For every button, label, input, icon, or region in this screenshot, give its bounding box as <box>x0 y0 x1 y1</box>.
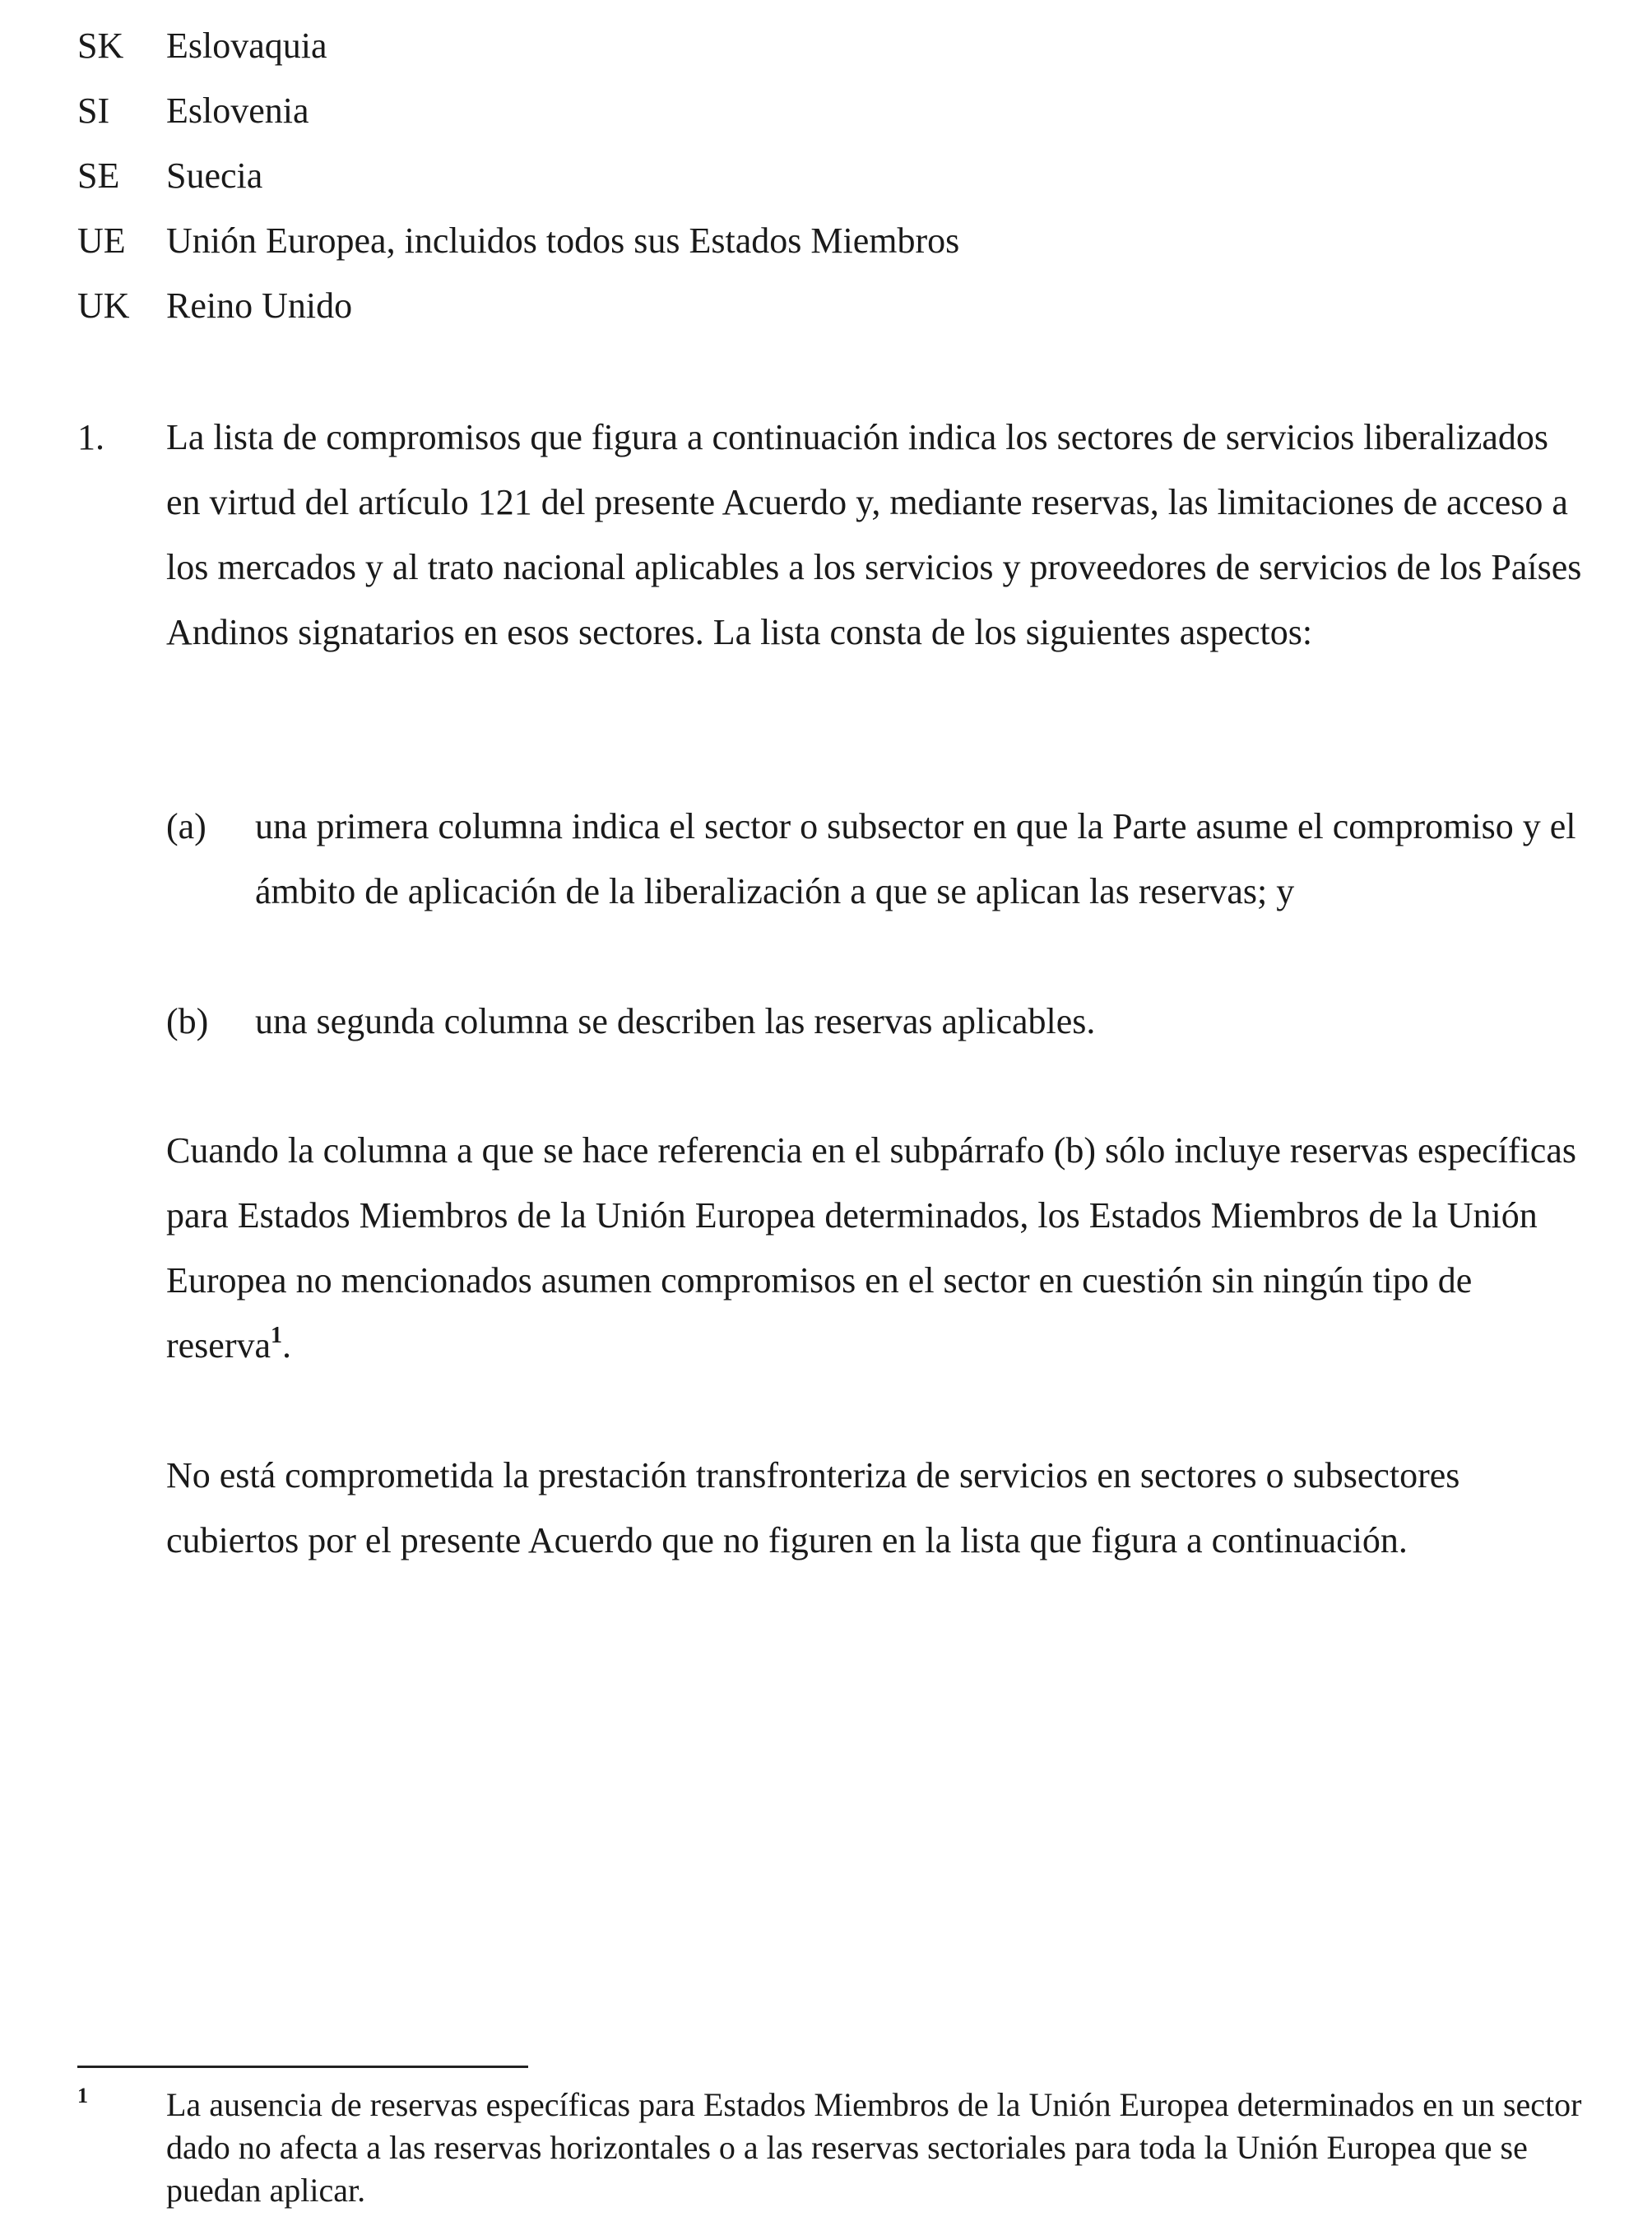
footnote-reference[interactable]: 1 <box>271 1323 283 1348</box>
member-states-text: Cuando la columna a que se hace referencia en el subpárrafo (b) sólo incluye reservas específicas para Estados Miembros de la Unión Europea determinados, los Estados Miembros de la Unión Europea no mencionados asumen compromisos en el sector en cuestión sin ningún tipo de reserva <box>166 1130 1576 1366</box>
not-committed-text: No está comprometida la prestación transfronteriza de servicios en sectores o subsectores cubiertos por el presente Acuerdo que no figuren en la lista que figura a continuación. <box>166 1455 1460 1560</box>
footnote-number: 1 <box>77 2084 88 2107</box>
abbreviation-code: UK <box>77 285 130 326</box>
paragraph-number: 1. <box>77 417 104 457</box>
abbreviation-code: SI <box>77 90 110 131</box>
abbreviation-list <box>77 21 1558 346</box>
abbreviation-row <box>77 151 1558 216</box>
not-committed-paragraph <box>166 1443 1583 1573</box>
footnote-text: La ausencia de reservas específicas para Estados Miembros de la Unión Europea determinados en un sector dado no afecta a las reservas horizontales o a las reservas sectoriales para toda la Unión Europea que se puedan aplicar. <box>166 2086 1582 2209</box>
subitem-a <box>166 794 1583 924</box>
abbreviation-code: UE <box>77 220 126 261</box>
abbreviation-code: SE <box>77 155 120 196</box>
abbreviation-code: SK <box>77 26 124 66</box>
subitem-label: (b) <box>166 1001 209 1041</box>
numbered-paragraph <box>77 405 1583 665</box>
subitem-label: (a) <box>166 806 206 846</box>
paragraph-text: La lista de compromisos que figura a continuación indica los sectores de servicios liberalizados en virtud del artículo 121 del presente Acuerdo y, mediante reservas, las limitaciones de acceso a los mercados y al trato nacional aplicables a los servicios y proveedores de servicios de los Países Andinos signatarios en esos sectores. La lista consta de los siguientes aspectos: <box>166 417 1582 652</box>
abbreviation-name: Eslovenia <box>166 90 309 131</box>
footnote-separator <box>77 2066 528 2068</box>
abbreviation-name: Unión Europea, incluidos todos sus Estados Miembros <box>166 220 960 261</box>
subitem-text: una primera columna indica el sector o subsector en que la Parte asume el compromiso y el ámbito de aplicación de la liberalización a que se aplican las reservas; y <box>255 806 1576 911</box>
abbreviation-name: Eslovaquia <box>166 26 327 66</box>
footnote <box>77 2084 1583 2212</box>
abbreviation-name: Reino Unido <box>166 285 353 326</box>
subitem-b <box>166 989 1583 1054</box>
abbreviation-row <box>77 86 1558 151</box>
abbreviation-row <box>77 216 1558 281</box>
member-states-paragraph <box>166 1118 1583 1378</box>
abbreviation-name: Suecia <box>166 155 263 196</box>
subitem-text: una segunda columna se describen las reservas aplicables. <box>255 1001 1096 1041</box>
sentence-end: . <box>282 1325 292 1366</box>
abbreviation-row <box>77 21 1558 86</box>
abbreviation-row <box>77 281 1558 346</box>
